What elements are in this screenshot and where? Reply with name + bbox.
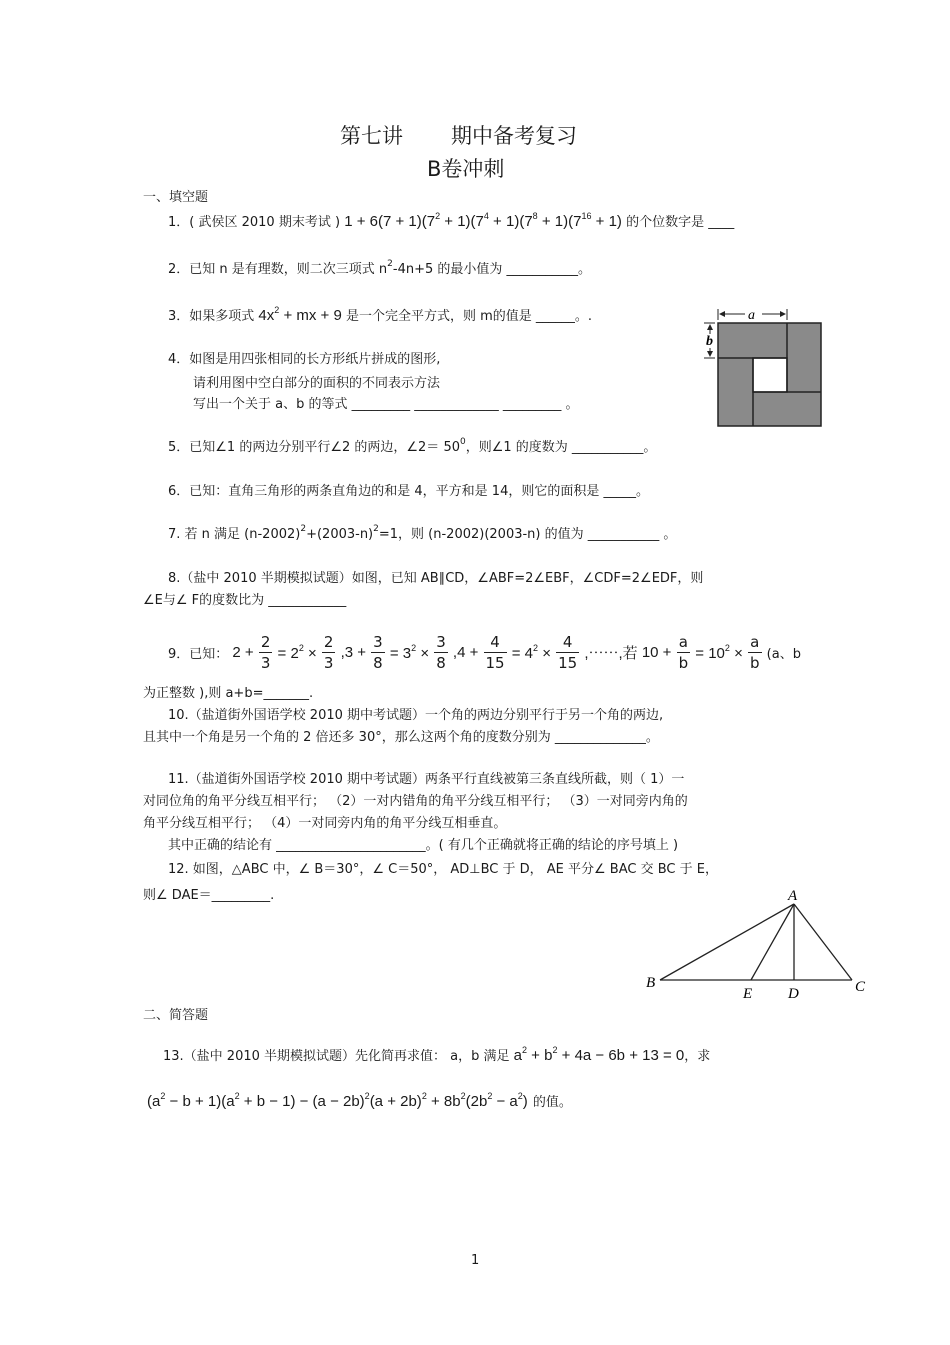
- title-part2: 期中备考复习: [451, 124, 577, 148]
- title-lecture: [340, 120, 577, 150]
- title-part1: 第七讲: [340, 124, 403, 148]
- question-10-line1: 10.（盐道街外国语学校 2010 期中考试题）一个角的两边分别平行于另一个角的两边,: [168, 708, 664, 723]
- q1-tail: 的个位数字是 ____: [626, 215, 735, 230]
- side-ab: [660, 904, 794, 980]
- page-number: 1: [471, 1253, 480, 1268]
- section-heading-fill-blank: 一、填空题: [143, 190, 209, 205]
- question-13: 13.（盐中 2010 半期模拟试题）先化简再求值： a，b 满足 $a^2 + b^2 + 4a - 6b + 13 = 0$，求: [163, 1045, 711, 1064]
- question-3: 3．如果多项式 $4x^2$ + mx + 9 是一个完全平方式，则 m的值是 ______。.: [168, 305, 593, 324]
- question-8-line2: ∠E与∠ F的度数比为 ____________: [143, 593, 347, 608]
- question-9: 9．已知： 2 + $\frac{2}{3}$ = $2^2$ × $\frac{2}{3}$ ,3 + $\frac{3}{8}$ = $3^2$ × $\frac{3}{8}$ ,4 + $\frac{4}{15}$ = $4^2$ × $\frac{4}{15}$ ,⋯⋯,若 10 + $\frac{a}{b}$ = $10^2$ × $\frac{a}{b}$ (a、b: [168, 633, 801, 672]
- label-a: a: [748, 308, 755, 323]
- q1-source: 武侯区 2010 期末考试 ): [198, 215, 341, 230]
- question-11-line2: 对同位角的角平分线互相平行； （2）一对内错角的角平分线互相平行； （3）一对同旁内角的: [143, 794, 688, 809]
- fraction-2-3: $\frac{2}{3}$: [260, 633, 271, 672]
- q13-condition: $a^2 + b^2 + 4a - 6b + 13 = 0$: [513, 1045, 685, 1064]
- question-9-line2: 为正整数 ),则 a+b=_______.: [143, 686, 314, 701]
- q1-expression: $1 + 6(7 + 1)(7^2 + 1)(7^4 + 1)(7^8 + 1)(7^{16} + 1)$: [344, 211, 622, 230]
- vertex-c: C: [855, 979, 866, 995]
- point-e: E: [743, 986, 753, 1002]
- vertex-a: A: [788, 888, 798, 904]
- subtitle: B卷冲刺: [427, 157, 505, 181]
- q3-polynomial: $4x^2$ + mx + 9: [258, 305, 342, 324]
- question-1: [168, 211, 734, 230]
- question-4-line3: 写出一个关于 a、b 的等式 _________ _____________ _________ 。: [193, 397, 579, 412]
- question-12-line2: 则∠ DAE＝_________.: [143, 888, 275, 903]
- vertex-b: B: [646, 975, 656, 991]
- q1-number: 1．(: [168, 215, 195, 230]
- bisector-ae: [751, 904, 794, 980]
- question-11-line3: 角平分线互相平行； （4）一对同旁内角的角平分线互相垂直。: [143, 816, 507, 831]
- fraction-4-15: $\frac{4}{15}$: [485, 633, 505, 672]
- question-11-line4: 其中正确的结论有 _______________________。( 有几个正确就将正确的结论的序号填上 ): [168, 838, 679, 853]
- question-12-line1: 12. 如图，△ABC 中，∠ B＝30°，∠ C＝50°， AD⊥BC 于 D， AE 平分∠ BAC 交 BC 于 E，: [168, 862, 718, 877]
- question-13-expression: $(a^2 - b + 1)(a^2 + b - 1) - (a - 2b)^2(a + 2b)^2 + 8b^2(2b^2 - a^2)$ 的值。: [147, 1091, 572, 1110]
- question-6: 6．已知：直角三角形的两条直角边的和是 4，平方和是 14，则它的面积是 _____。: [168, 484, 649, 499]
- fraction-a-b: $\frac{a}{b}$: [678, 633, 689, 672]
- question-4-line2: 请利用图中空白部分的面积的不同表示方法: [193, 376, 441, 391]
- figure-four-rectangles: [700, 304, 828, 434]
- question-8-line1: 8.（盐中 2010 半期模拟试题）如图，已知 AB∥CD，∠ABF=2∠EBF，∠CDF=2∠EDF，则: [168, 571, 704, 586]
- question-5: 5．已知∠1 的两边分别平行∠2 的两边，∠2＝ $50^0$，则∠1 的度数为 ___________。: [168, 437, 657, 455]
- question-7: 7. 若 n 满足 $(n-2002)^2+(2003-n)^2=1$，则 (n-2002)(2003-n) 的值为 ___________ 。: [168, 524, 677, 542]
- figure-triangle-abc: [640, 884, 880, 1002]
- center-hole: [753, 358, 787, 392]
- section-heading-short-answer: 二、简答题: [143, 1008, 209, 1023]
- side-ac: [794, 904, 852, 980]
- question-4-line1: 4．如图是用四张相同的长方形纸片拼成的图形,: [168, 352, 441, 367]
- fraction-3-8: $\frac{3}{8}$: [373, 633, 383, 672]
- question-2: 2．已知 n 是有理数，则二次三项式 $n^2-4n+5$ 的最小值为 ___________。: [168, 259, 592, 277]
- question-10-line2: 且其中一个角是另一个角的 2 倍还多 30°，那么这两个角的度数分别为 ______________。: [143, 730, 659, 745]
- label-b: b: [706, 334, 713, 349]
- question-11-line1: 11.（盐道街外国语学校 2010 期中考试题）两条平行直线被第三条直线所截，则（ 1）一: [168, 772, 685, 787]
- point-d: D: [788, 986, 799, 1002]
